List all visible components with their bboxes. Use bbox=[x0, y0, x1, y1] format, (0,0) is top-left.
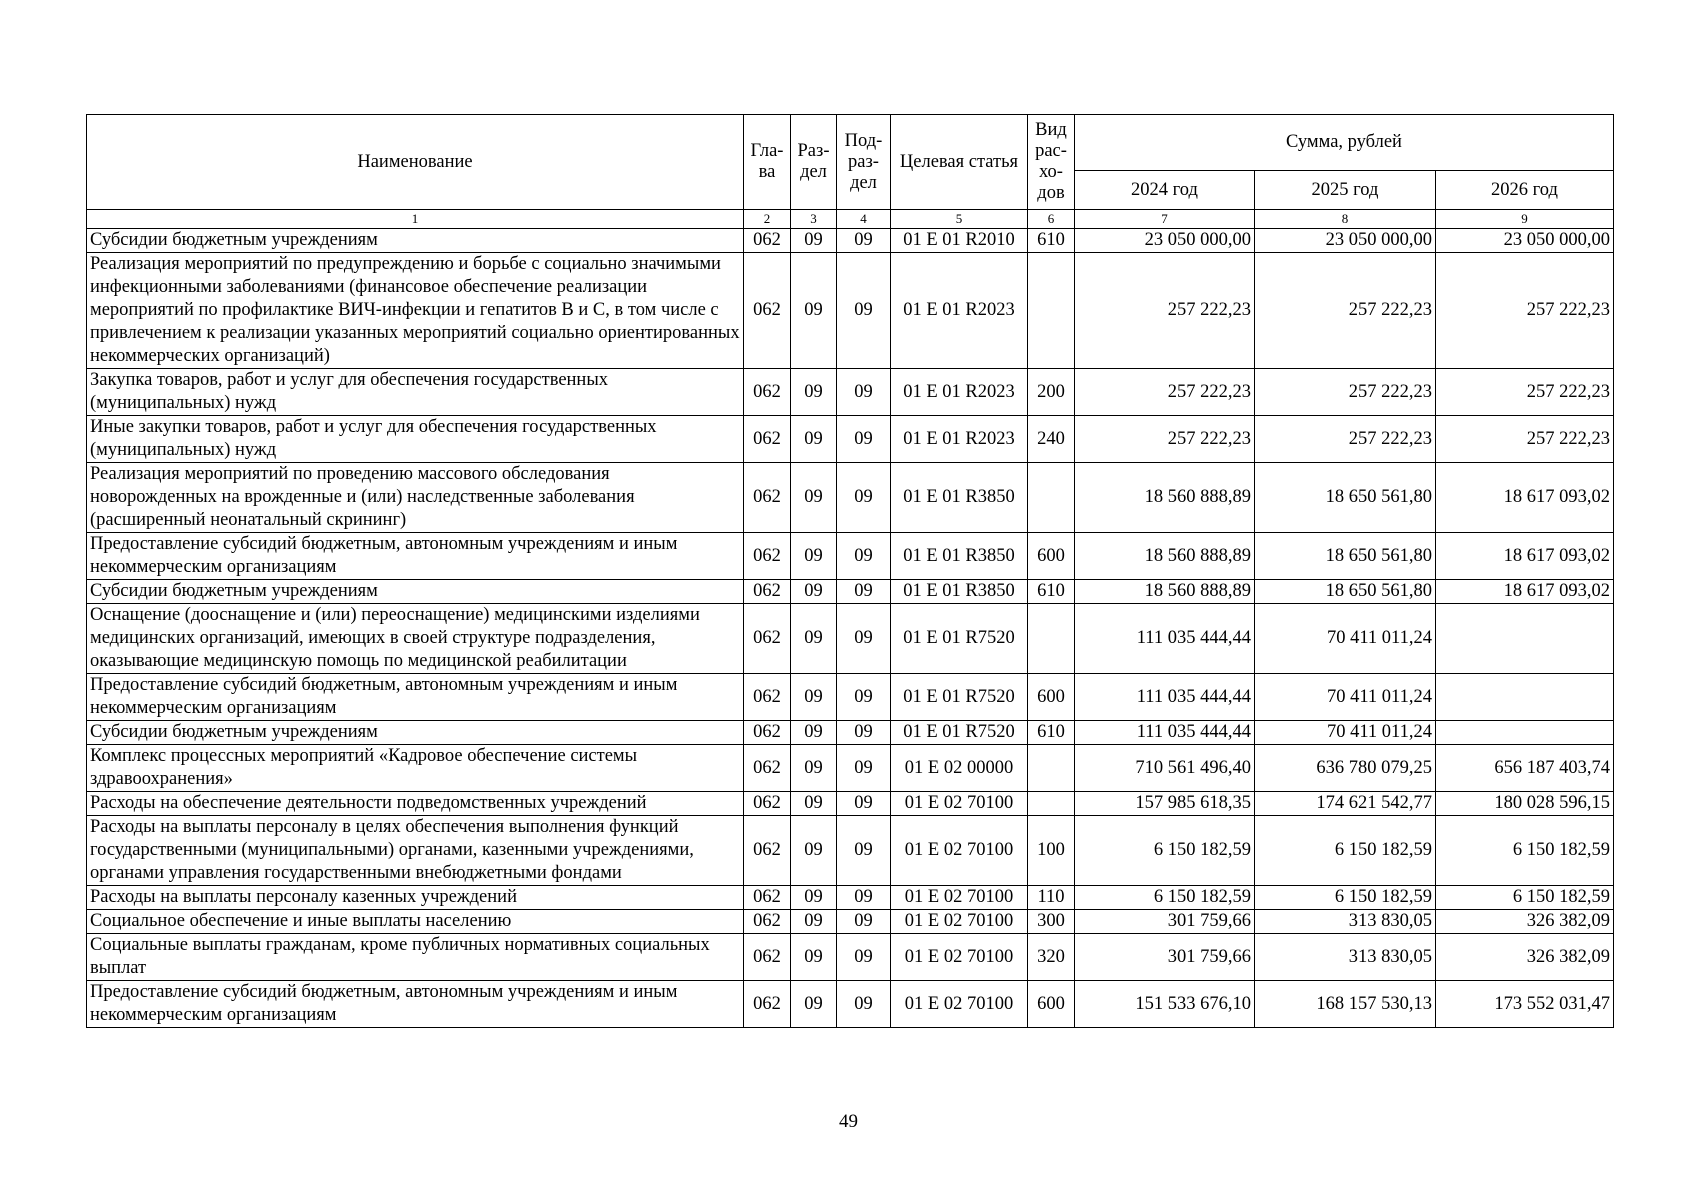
row-section: 09 bbox=[791, 745, 837, 792]
row-chapter: 062 bbox=[744, 816, 791, 886]
row-sum-2025: 70 411 011,24 bbox=[1255, 721, 1436, 745]
row-sum-2024: 18 560 888,89 bbox=[1075, 533, 1255, 580]
row-expense-type: 100 bbox=[1028, 816, 1075, 886]
column-number: 2 bbox=[744, 210, 791, 229]
row-sum-2025: 18 650 561,80 bbox=[1255, 463, 1436, 533]
row-section: 09 bbox=[791, 721, 837, 745]
row-subsection: 09 bbox=[837, 886, 891, 910]
row-target-article: 01 Е 02 70100 bbox=[891, 981, 1028, 1028]
row-section: 09 bbox=[791, 981, 837, 1028]
row-sum-2026: 257 222,23 bbox=[1436, 369, 1614, 416]
header-chapter: Гла-ва bbox=[744, 115, 791, 210]
row-chapter: 062 bbox=[744, 910, 791, 934]
row-target-article: 01 Е 01 R7520 bbox=[891, 604, 1028, 674]
row-sum-2025: 257 222,23 bbox=[1255, 369, 1436, 416]
row-chapter: 062 bbox=[744, 416, 791, 463]
row-sum-2026: 326 382,09 bbox=[1436, 934, 1614, 981]
row-target-article: 01 Е 01 R2010 bbox=[891, 229, 1028, 253]
row-sum-2024: 6 150 182,59 bbox=[1075, 886, 1255, 910]
row-name: Закупка товаров, работ и услуг для обеспечения государственных (муниципальных) нужд bbox=[87, 369, 744, 416]
row-section: 09 bbox=[791, 934, 837, 981]
row-subsection: 09 bbox=[837, 604, 891, 674]
row-chapter: 062 bbox=[744, 934, 791, 981]
row-sum-2026: 257 222,23 bbox=[1436, 253, 1614, 369]
row-target-article: 01 Е 02 70100 bbox=[891, 816, 1028, 886]
row-subsection: 09 bbox=[837, 934, 891, 981]
row-expense-type bbox=[1028, 745, 1075, 792]
row-sum-2025: 70 411 011,24 bbox=[1255, 674, 1436, 721]
column-number: 5 bbox=[891, 210, 1028, 229]
header-target-article: Целевая статья bbox=[891, 115, 1028, 210]
row-target-article: 01 Е 01 R2023 bbox=[891, 253, 1028, 369]
row-sum-2025: 23 050 000,00 bbox=[1255, 229, 1436, 253]
row-name: Расходы на выплаты персоналу казенных учреждений bbox=[87, 886, 744, 910]
row-sum-2024: 301 759,66 bbox=[1075, 934, 1255, 981]
row-target-article: 01 Е 02 70100 bbox=[891, 910, 1028, 934]
row-chapter: 062 bbox=[744, 369, 791, 416]
header-year-2024: 2024 год bbox=[1075, 171, 1255, 210]
row-chapter: 062 bbox=[744, 981, 791, 1028]
row-sum-2024: 257 222,23 bbox=[1075, 416, 1255, 463]
table-row bbox=[87, 463, 1614, 533]
row-chapter: 062 bbox=[744, 792, 791, 816]
row-expense-type: 610 bbox=[1028, 580, 1075, 604]
row-chapter: 062 bbox=[744, 886, 791, 910]
row-sum-2025: 6 150 182,59 bbox=[1255, 816, 1436, 886]
row-sum-2024: 111 035 444,44 bbox=[1075, 604, 1255, 674]
row-sum-2025: 313 830,05 bbox=[1255, 934, 1436, 981]
row-expense-type: 300 bbox=[1028, 910, 1075, 934]
row-target-article: 01 Е 02 70100 bbox=[891, 886, 1028, 910]
row-name: Предоставление субсидий бюджетным, автономным учреждениям и иным некоммерческим организациям bbox=[87, 674, 744, 721]
row-target-article: 01 Е 02 70100 bbox=[891, 792, 1028, 816]
row-sum-2025: 6 150 182,59 bbox=[1255, 886, 1436, 910]
row-sum-2024: 23 050 000,00 bbox=[1075, 229, 1255, 253]
header-sum: Сумма, рублей bbox=[1075, 115, 1614, 171]
row-sum-2025: 18 650 561,80 bbox=[1255, 580, 1436, 604]
row-subsection: 09 bbox=[837, 229, 891, 253]
row-section: 09 bbox=[791, 416, 837, 463]
table-row bbox=[87, 934, 1614, 981]
row-sum-2024: 151 533 676,10 bbox=[1075, 981, 1255, 1028]
row-chapter: 062 bbox=[744, 721, 791, 745]
table-row bbox=[87, 674, 1614, 721]
column-number-row bbox=[87, 210, 1614, 229]
row-chapter: 062 bbox=[744, 674, 791, 721]
row-expense-type: 240 bbox=[1028, 416, 1075, 463]
header-expense-type: Вид рас-хо-дов bbox=[1028, 115, 1075, 210]
row-expense-type bbox=[1028, 463, 1075, 533]
row-name: Расходы на обеспечение деятельности подведомственных учреждений bbox=[87, 792, 744, 816]
row-subsection: 09 bbox=[837, 369, 891, 416]
row-target-article: 01 Е 01 R3850 bbox=[891, 463, 1028, 533]
row-chapter: 062 bbox=[744, 533, 791, 580]
row-target-article: 01 Е 01 R3850 bbox=[891, 580, 1028, 604]
table-row bbox=[87, 792, 1614, 816]
row-expense-type: 110 bbox=[1028, 886, 1075, 910]
row-expense-type bbox=[1028, 253, 1075, 369]
row-sum-2026 bbox=[1436, 721, 1614, 745]
row-sum-2024: 6 150 182,59 bbox=[1075, 816, 1255, 886]
row-name: Субсидии бюджетным учреждениям bbox=[87, 229, 744, 253]
budget-table bbox=[86, 114, 1614, 1028]
column-number: 7 bbox=[1075, 210, 1255, 229]
column-number: 6 bbox=[1028, 210, 1075, 229]
table-row bbox=[87, 229, 1614, 253]
row-subsection: 09 bbox=[837, 910, 891, 934]
table-row bbox=[87, 816, 1614, 886]
row-expense-type: 600 bbox=[1028, 533, 1075, 580]
row-sum-2026: 23 050 000,00 bbox=[1436, 229, 1614, 253]
row-expense-type: 200 bbox=[1028, 369, 1075, 416]
row-sum-2026: 6 150 182,59 bbox=[1436, 816, 1614, 886]
row-sum-2024: 18 560 888,89 bbox=[1075, 463, 1255, 533]
row-sum-2024: 111 035 444,44 bbox=[1075, 721, 1255, 745]
row-subsection: 09 bbox=[837, 580, 891, 604]
row-target-article: 01 Е 01 R3850 bbox=[891, 533, 1028, 580]
column-number: 4 bbox=[837, 210, 891, 229]
row-name: Предоставление субсидий бюджетным, автономным учреждениям и иным некоммерческим организациям bbox=[87, 981, 744, 1028]
row-section: 09 bbox=[791, 369, 837, 416]
table-row bbox=[87, 580, 1614, 604]
row-subsection: 09 bbox=[837, 463, 891, 533]
column-number: 8 bbox=[1255, 210, 1436, 229]
row-expense-type: 610 bbox=[1028, 229, 1075, 253]
row-chapter: 062 bbox=[744, 463, 791, 533]
table-row bbox=[87, 981, 1614, 1028]
header-section: Раз-дел bbox=[791, 115, 837, 210]
row-name: Расходы на выплаты персоналу в целях обеспечения выполнения функций государственными (муниципальными) органами, казенными учреждениями, органами управления государственными внебюджетными фондами bbox=[87, 816, 744, 886]
row-name: Социальные выплаты гражданам, кроме публичных нормативных социальных выплат bbox=[87, 934, 744, 981]
row-sum-2024: 710 561 496,40 bbox=[1075, 745, 1255, 792]
row-subsection: 09 bbox=[837, 253, 891, 369]
row-sum-2025: 168 157 530,13 bbox=[1255, 981, 1436, 1028]
row-section: 09 bbox=[791, 604, 837, 674]
table-row bbox=[87, 533, 1614, 580]
table-row bbox=[87, 253, 1614, 369]
header-subsection: Под-раз-дел bbox=[837, 115, 891, 210]
row-sum-2026: 6 150 182,59 bbox=[1436, 886, 1614, 910]
row-section: 09 bbox=[791, 580, 837, 604]
row-sum-2026: 18 617 093,02 bbox=[1436, 463, 1614, 533]
column-number: 1 bbox=[87, 210, 744, 229]
header-year-2026: 2026 год bbox=[1436, 171, 1614, 210]
row-subsection: 09 bbox=[837, 721, 891, 745]
row-sum-2026: 18 617 093,02 bbox=[1436, 580, 1614, 604]
row-name: Иные закупки товаров, работ и услуг для обеспечения государственных (муниципальных) нужд bbox=[87, 416, 744, 463]
column-number: 3 bbox=[791, 210, 837, 229]
row-section: 09 bbox=[791, 792, 837, 816]
table-row bbox=[87, 745, 1614, 792]
row-name: Реализация мероприятий по проведению массового обследования новорожденных на врожденные и (или) наследственные заболевания (расширенный неонатальный скрининг) bbox=[87, 463, 744, 533]
row-name: Предоставление субсидий бюджетным, автономным учреждениям и иным некоммерческим организациям bbox=[87, 533, 744, 580]
page-number: 49 bbox=[839, 1111, 858, 1132]
row-chapter: 062 bbox=[744, 604, 791, 674]
header-year-2025: 2025 год bbox=[1255, 171, 1436, 210]
row-section: 09 bbox=[791, 674, 837, 721]
row-target-article: 01 Е 02 00000 bbox=[891, 745, 1028, 792]
table-row bbox=[87, 369, 1614, 416]
row-section: 09 bbox=[791, 253, 837, 369]
row-subsection: 09 bbox=[837, 674, 891, 721]
row-name: Субсидии бюджетным учреждениям bbox=[87, 721, 744, 745]
row-sum-2026: 656 187 403,74 bbox=[1436, 745, 1614, 792]
row-sum-2026: 173 552 031,47 bbox=[1436, 981, 1614, 1028]
row-chapter: 062 bbox=[744, 229, 791, 253]
row-section: 09 bbox=[791, 533, 837, 580]
row-section: 09 bbox=[791, 910, 837, 934]
row-subsection: 09 bbox=[837, 745, 891, 792]
row-section: 09 bbox=[791, 229, 837, 253]
row-name: Социальное обеспечение и иные выплаты населению bbox=[87, 910, 744, 934]
row-expense-type: 600 bbox=[1028, 981, 1075, 1028]
table-row bbox=[87, 416, 1614, 463]
row-sum-2024: 157 985 618,35 bbox=[1075, 792, 1255, 816]
row-section: 09 bbox=[791, 463, 837, 533]
row-target-article: 01 Е 02 70100 bbox=[891, 934, 1028, 981]
table-body bbox=[87, 210, 1614, 1028]
row-subsection: 09 bbox=[837, 816, 891, 886]
row-name: Реализация мероприятий по предупреждению и борьбе с социально значимыми инфекционными заболеваниями (финансовое обеспечение реализации мероприятий по профилактике ВИЧ-инфекции и гепатитов В и С, в том числе с привлечением к реализации указанных мероприятий социально ориентированных некоммерческих организаций) bbox=[87, 253, 744, 369]
row-section: 09 bbox=[791, 816, 837, 886]
row-sum-2024: 257 222,23 bbox=[1075, 253, 1255, 369]
row-expense-type: 320 bbox=[1028, 934, 1075, 981]
row-section: 09 bbox=[791, 886, 837, 910]
row-expense-type bbox=[1028, 604, 1075, 674]
table-row bbox=[87, 721, 1614, 745]
row-sum-2026: 18 617 093,02 bbox=[1436, 533, 1614, 580]
row-sum-2025: 174 621 542,77 bbox=[1255, 792, 1436, 816]
row-target-article: 01 Е 01 R7520 bbox=[891, 721, 1028, 745]
row-name: Субсидии бюджетным учреждениям bbox=[87, 580, 744, 604]
row-subsection: 09 bbox=[837, 981, 891, 1028]
row-subsection: 09 bbox=[837, 416, 891, 463]
row-expense-type: 610 bbox=[1028, 721, 1075, 745]
row-expense-type bbox=[1028, 792, 1075, 816]
row-chapter: 062 bbox=[744, 745, 791, 792]
row-sum-2025: 636 780 079,25 bbox=[1255, 745, 1436, 792]
row-expense-type: 600 bbox=[1028, 674, 1075, 721]
row-sum-2024: 301 759,66 bbox=[1075, 910, 1255, 934]
row-subsection: 09 bbox=[837, 792, 891, 816]
row-chapter: 062 bbox=[744, 580, 791, 604]
row-sum-2025: 18 650 561,80 bbox=[1255, 533, 1436, 580]
table-row bbox=[87, 886, 1614, 910]
row-sum-2026 bbox=[1436, 674, 1614, 721]
row-name: Комплекс процессных мероприятий «Кадровое обеспечение системы здравоохранения» bbox=[87, 745, 744, 792]
row-sum-2025: 313 830,05 bbox=[1255, 910, 1436, 934]
row-sum-2026: 257 222,23 bbox=[1436, 416, 1614, 463]
row-sum-2024: 18 560 888,89 bbox=[1075, 580, 1255, 604]
row-chapter: 062 bbox=[744, 253, 791, 369]
row-sum-2026: 180 028 596,15 bbox=[1436, 792, 1614, 816]
row-target-article: 01 Е 01 R2023 bbox=[891, 416, 1028, 463]
row-sum-2024: 257 222,23 bbox=[1075, 369, 1255, 416]
row-target-article: 01 Е 01 R2023 bbox=[891, 369, 1028, 416]
column-number: 9 bbox=[1436, 210, 1614, 229]
row-sum-2026: 326 382,09 bbox=[1436, 910, 1614, 934]
row-sum-2024: 111 035 444,44 bbox=[1075, 674, 1255, 721]
table-row bbox=[87, 910, 1614, 934]
row-sum-2025: 70 411 011,24 bbox=[1255, 604, 1436, 674]
row-sum-2026 bbox=[1436, 604, 1614, 674]
row-target-article: 01 Е 01 R7520 bbox=[891, 674, 1028, 721]
row-sum-2025: 257 222,23 bbox=[1255, 416, 1436, 463]
row-subsection: 09 bbox=[837, 533, 891, 580]
header-name: Наименование bbox=[87, 115, 744, 210]
row-name: Оснащение (дооснащение и (или) переоснащение) медицинскими изделиями медицинских организаций, имеющих в своей структуре подразделения, оказывающие медицинскую помощь по медицинской реабилитации bbox=[87, 604, 744, 674]
row-sum-2025: 257 222,23 bbox=[1255, 253, 1436, 369]
table-row bbox=[87, 604, 1614, 674]
